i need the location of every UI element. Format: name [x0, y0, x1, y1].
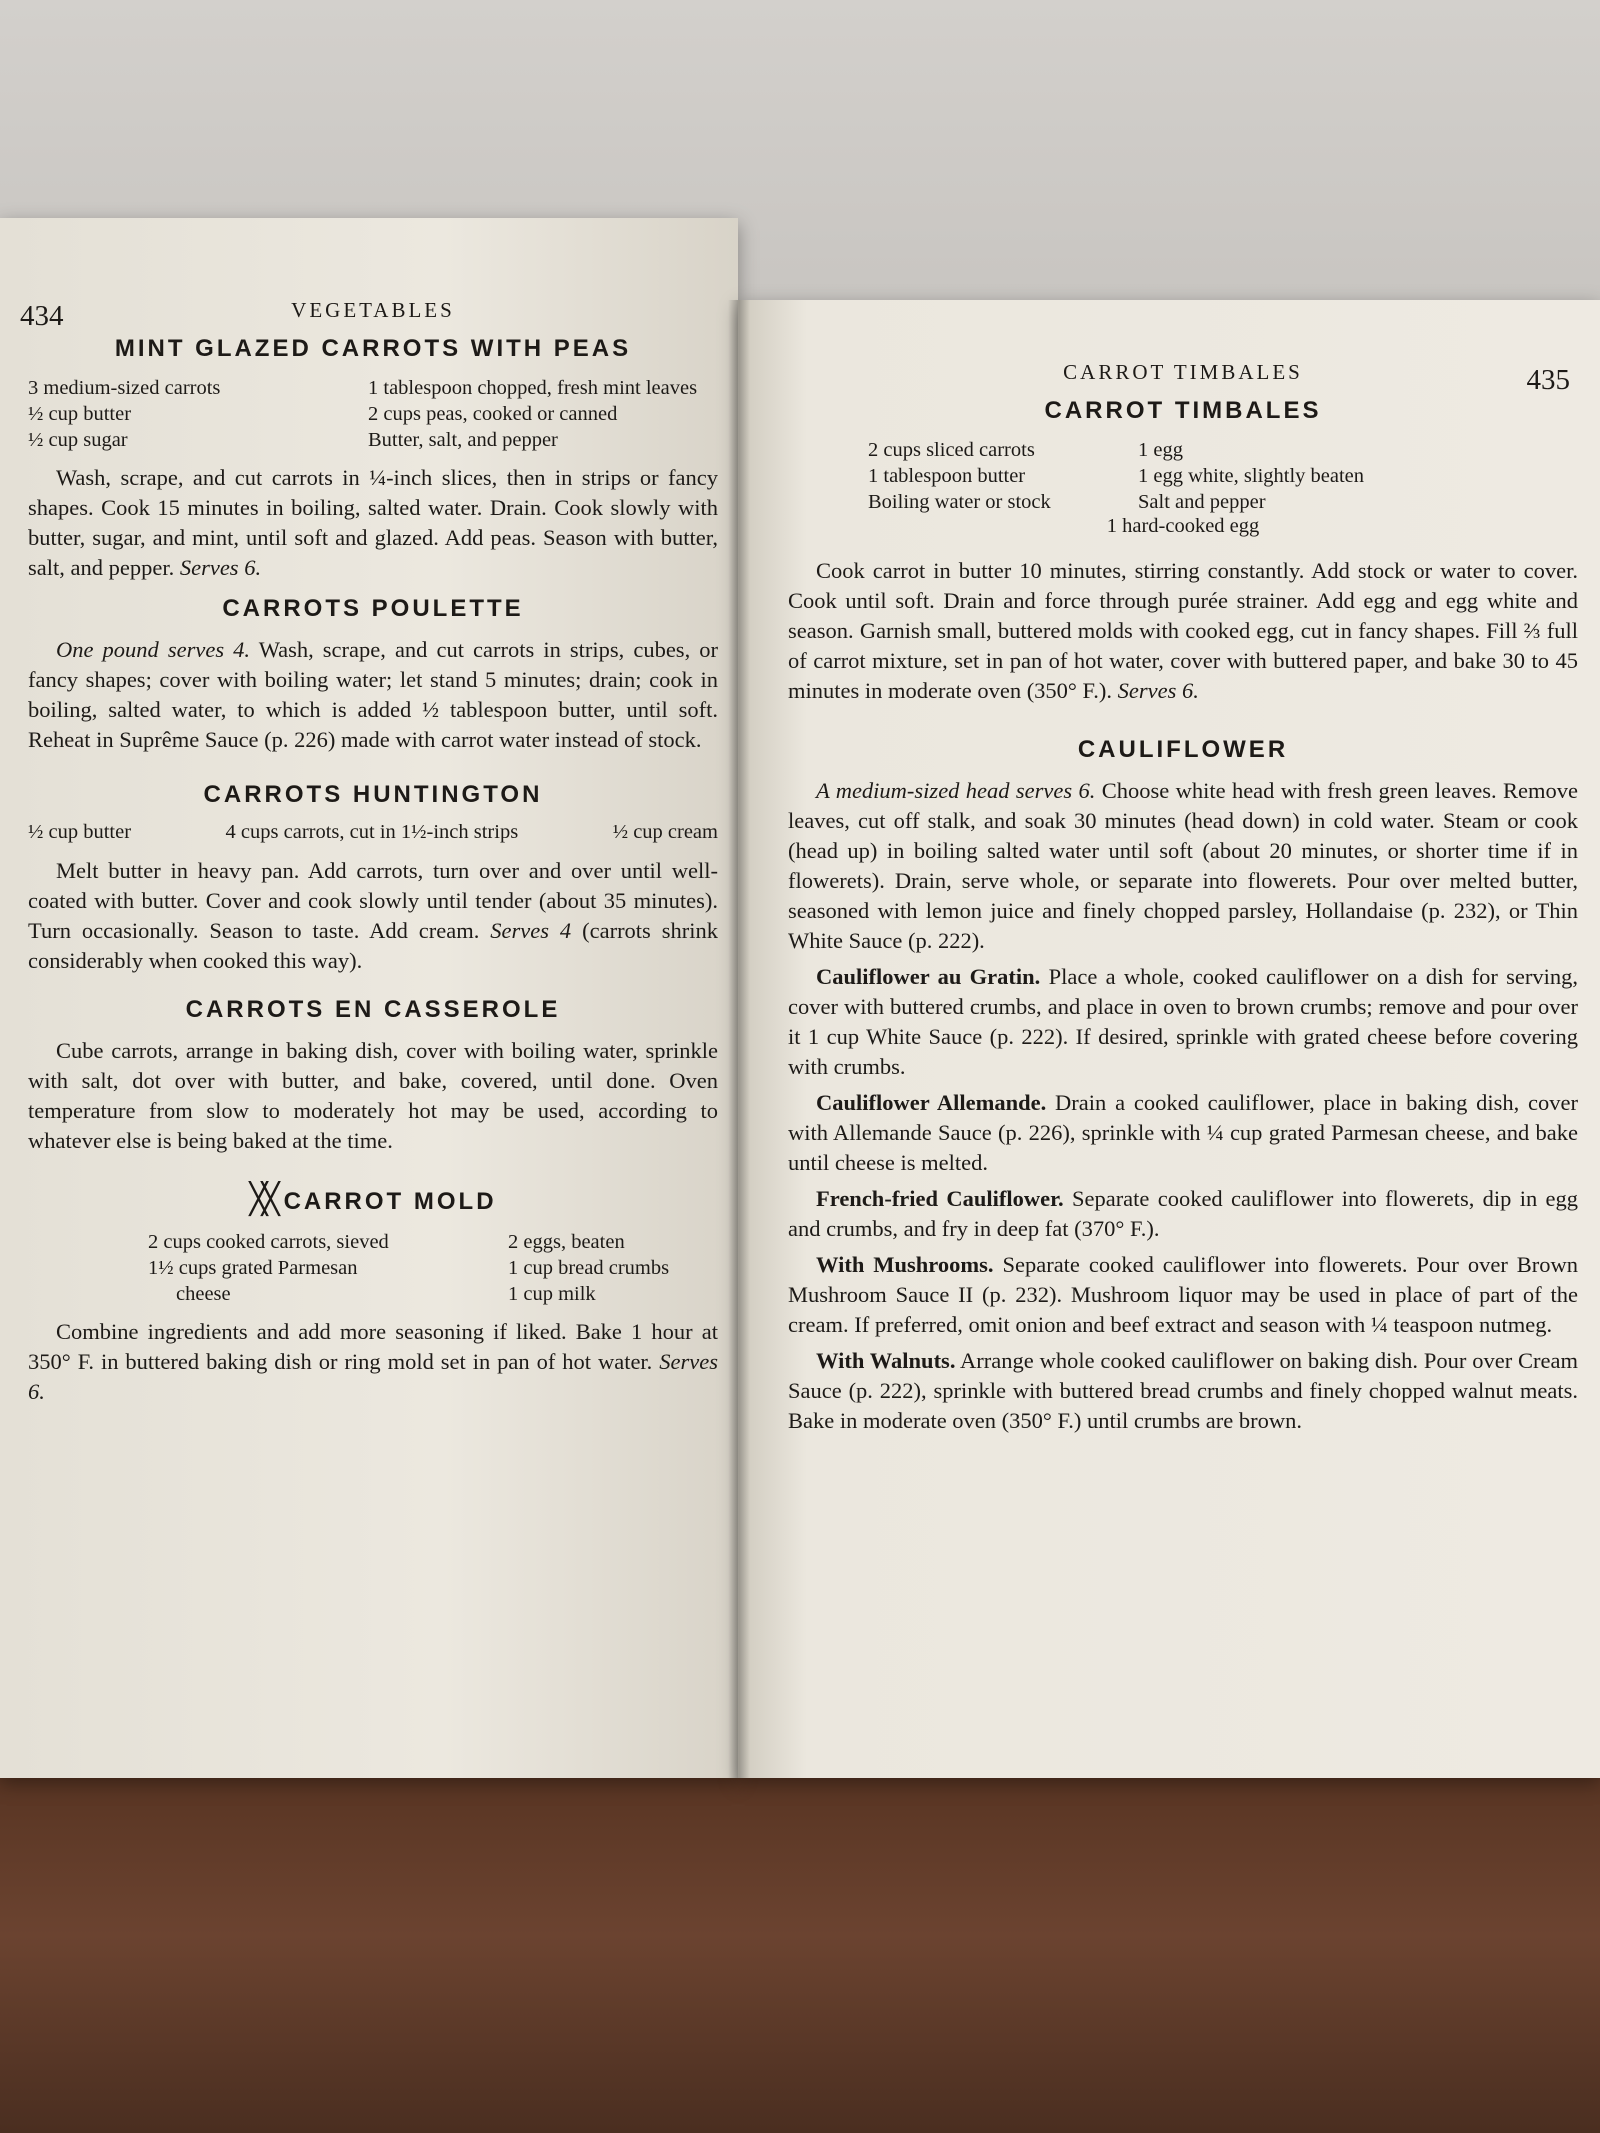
ingredient: cheese [176, 1283, 231, 1305]
right-page-column [788, 360, 1578, 1442]
ingredient: ½ cup sugar [28, 429, 128, 451]
recipe-text: Wash, scrape, and cut carrots in ¼-inch slices, then in strips or fancy shapes. Cook 15 minutes in boiling, salted water. Drain. Cook slowly with butter, sugar, and mint, until soft and glazed. Add peas. Season with butter, salt, and pepper. Serves 6. [28, 465, 718, 580]
page-number: 435 [1526, 364, 1570, 396]
recipe-title-cauliflower: CAULIFLOWER [1077, 736, 1289, 763]
ingredient: 1 cup bread crumbs [508, 1257, 670, 1279]
ingredient: 1½ cups grated Parmesan [148, 1257, 358, 1279]
variation: With Walnuts. Arrange whole cooked cauliflower on baking dish. Pour over Cream Sauce (p. 222), sprinkle with buttered bread crumbs and finely chopped walnut meats. Bake in moderate oven (350° F.) until crumbs are brown. [788, 1348, 1578, 1433]
ingredient: 3 medium-sized carrots [28, 377, 221, 399]
book-gutter [728, 300, 750, 1778]
left-page-column [28, 298, 718, 1413]
ingredient-list [28, 375, 718, 453]
running-head: VEGETABLES [291, 298, 455, 322]
recipe-text: Melt butter in heavy pan. Add carrots, turn over and over until well-coated with butter. Cover and cook slowly until tender (about 35 minutes). Turn occasionally. Season to taste. Add cream. Serves 4 (carrots shrink considerably when cooked this way). [28, 858, 718, 973]
variation: With Mushrooms. Separate cooked cauliflower into flowerets. Pour over Brown Mushroom Sauce II (p. 232). Mushroom liquor may be used in place of part of the cream. If preferred, omit onion and beef extract and season with ¼ teaspoon nutmeg. [788, 1252, 1579, 1337]
recipe-title-huntington: CARROTS HUNTINGTON [203, 781, 543, 808]
recipe-text: A medium-sized head serves 6. Choose white head with fresh green leaves. Remove leaves, cut off stalk, and soak 30 minutes (head down) in cold water. Steam or cook (head up) in boiling salted water until soft (about 20 minutes, or shorter time if in flowerets). Drain, serve whole, or separate into flowerets. Pour over melted butter, seasoned with lemon juice and finely chopped parsley, Hollandaise (p. 232), or Thin White Sauce (p. 222). [788, 778, 1579, 953]
ingredient: 2 cups cooked carrots, sieved [148, 1231, 389, 1253]
recipe-title-casserole: CARROTS EN CASSEROLE [185, 996, 561, 1023]
ingredient: 2 cups peas, cooked or canned [368, 403, 618, 425]
running-head: CARROT TIMBALES [1063, 360, 1303, 384]
ingredient: ½ cup cream [612, 821, 718, 843]
variation: Cauliflower Allemande. Drain a cooked cauliflower, place in baking dish, cover with Allemande Sauce (p. 226), sprinkle with ¼ cup grated Parmesan cheese, and bake until cheese is melted. [788, 1090, 1579, 1175]
recipe-text: One pound serves 4. Wash, scrape, and cut carrots in strips, cubes, or fancy shapes; cover with boiling water; let stand 5 minutes; drain; cook in boiling, salted water, to which is added ½ tablespoon butter, until soft. Reheat in Suprême Sauce (p. 226) made with carrot water instead of stock. [28, 637, 718, 752]
ingredient: 2 eggs, beaten [508, 1231, 625, 1253]
page-number: 434 [20, 300, 64, 332]
left-page [0, 218, 738, 1778]
recipe-text: Cube carrots, arrange in baking dish, cover with boiling water, sprinkle with salt, dot over with butter, and bake, covered, until done. Oven temperature from slow to moderately hot may be used, according to whatever else is being baked at the time. [28, 1038, 718, 1153]
ingredient: Boiling water or stock [868, 491, 1051, 513]
ingredient-list [788, 437, 1578, 515]
recipe-title-poulette: CARROTS POULETTE [222, 595, 524, 622]
ingredient: 2 cups sliced carrots [868, 439, 1035, 461]
recipe-text: Cook carrot in butter 10 minutes, stirring constantly. Add stock or water to cover. Cook until soft. Drain and force through purée strainer. Add egg and egg white and season. Garnish small, buttered molds with cooked egg, cut in fancy shapes. Fill ⅔ full of carrot mixture, set in pan of hot water, cover with buttered paper, and bake 30 to 45 minutes in moderate oven (350° F.). Serves 6. [788, 558, 1578, 703]
ingredient: 1 egg white, slightly beaten [1138, 465, 1365, 487]
ingredient: Butter, salt, and pepper [368, 429, 558, 451]
recipe-text: Combine ingredients and add more seasoning if liked. Bake 1 hour at 350° F. in buttered baking dish or ring mold set in pan of hot water. Serves 6. [28, 1319, 718, 1404]
variation: French-fried Cauliflower. Separate cooked cauliflower into flowerets, dip in egg and crumbs, and fry in deep fat (370° F.). [788, 1186, 1578, 1241]
ingredient-list [28, 1229, 718, 1307]
ingredient: Salt and pepper [1138, 491, 1266, 513]
ingredient: 1 tablespoon chopped, fresh mint leaves [368, 377, 698, 399]
ingredient: ½ cup butter [28, 403, 132, 425]
recipe-title-mold: ╳╳ CARROT MOLD [249, 1183, 497, 1216]
recipe-title-timbales: CARROT TIMBALES [1044, 397, 1322, 424]
ingredient-list [28, 821, 718, 844]
ingredient: 1 egg [1138, 439, 1183, 461]
ingredient: ½ cup butter [28, 821, 132, 843]
ingredient: 4 cups carrots, cut in 1½-inch strips [225, 821, 519, 843]
handwritten-check-mark: ╳╳ [249, 1183, 274, 1216]
ingredient: 1 cup milk [508, 1283, 596, 1305]
variation: Cauliflower au Gratin. Place a whole, cooked cauliflower on a dish for serving, cover with buttered crumbs, and place in oven to brown crumbs; remove and pour over it 1 cup White Sauce (p. 222). If desired, sprinkle with grated cheese before covering with crumbs. [788, 964, 1578, 1079]
right-page [738, 300, 1600, 1778]
ingredient: 1 tablespoon butter [868, 465, 1026, 487]
ingredient: 1 hard-cooked egg [1106, 515, 1260, 537]
recipe-title-mint-glazed: MINT GLAZED CARROTS WITH PEAS [114, 335, 632, 362]
